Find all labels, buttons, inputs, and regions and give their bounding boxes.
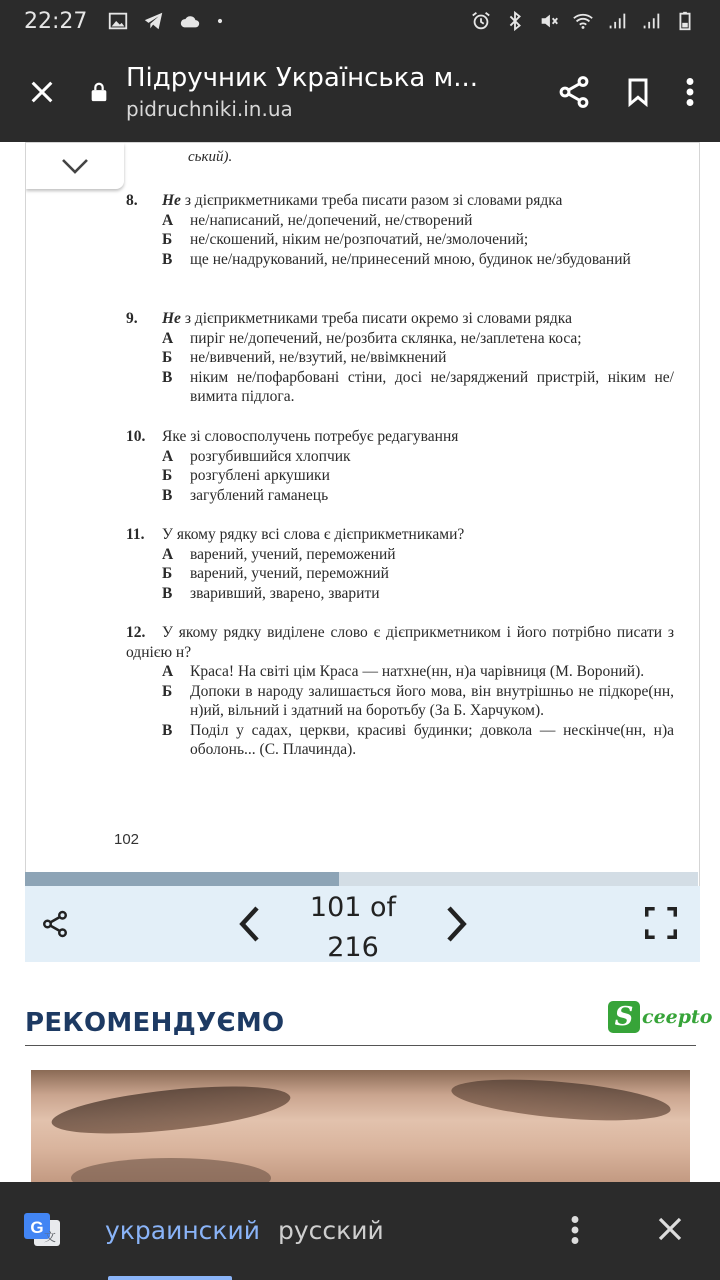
page-text-fragment: ський). — [188, 149, 233, 165]
answer-option: А не/написаний, не/допечений, не/створений — [162, 211, 473, 229]
recommend-heading: РЕКОМЕНДУЄМО — [25, 1008, 285, 1038]
translate-menu-button[interactable] — [568, 1212, 582, 1253]
telegram-icon — [143, 10, 165, 32]
fullscreen-button[interactable] — [642, 904, 680, 947]
question-11: 11. У якому рядку всі слова є дієприкметниками? А варений, учений, переможений Б варений, учений, переможний В зваривший, зварено, зварити — [126, 525, 674, 603]
answer-option: В зваривший, зварено, зварити — [162, 584, 380, 602]
answer-option: В ніким не/пофарбовані стіни, досі не/заряджений пристрій, ніким не/вимита підлога. — [162, 368, 674, 405]
page-url: pidruchniki.in.ua — [126, 97, 293, 121]
address-area[interactable] — [114, 63, 556, 121]
answer-option: Б не/вивчений, не/взутий, не/ввімкнений — [162, 349, 447, 366]
question-9: 9. Не з дієприкметниками треба писати окремо зі словами рядка А пиріг не/допечений, не/розбита склянка, не/заплетена коса; Б не/вивчений, не/взутий, не/ввімкнений В ніким не/пофарбовані стіни, досі не/заряджений пристрій, ніким не/вимита підлога. — [126, 310, 674, 405]
share-icon[interactable] — [556, 74, 592, 110]
question-10: 10. Яке зі словосполучень потребує редагування А розгубившийся хлопчик Б розгублені аркушики В загублений гаманець — [126, 427, 674, 505]
image-icon — [107, 10, 129, 32]
share-icon — [40, 909, 70, 939]
answer-option: В Поділ у садах, церкви, красиві будинки; довкола — нескінче(нн, н)а оболонь... (С. Плачинда). — [162, 721, 674, 758]
answer-option: А розгубившийся хлопчик — [162, 447, 351, 465]
answer-option: А Краса! На світі цім Краса — натхне(нн, н)а чарівниця (М. Вороний). — [162, 663, 645, 680]
next-page-button[interactable] — [443, 904, 471, 949]
cloud-icon — [179, 10, 201, 32]
more-vert-icon — [568, 1212, 582, 1248]
svg-text:文: 文 — [43, 1230, 57, 1244]
dot-icon — [215, 10, 225, 32]
fullscreen-icon — [642, 904, 680, 942]
target-language-tab[interactable]: русский — [278, 1216, 384, 1245]
close-icon — [655, 1214, 685, 1244]
answer-option: А варений, учений, переможений — [162, 545, 396, 563]
answer-option: Б Допоки в народу залишається його мова, він внутрішньо не підкоре(нн, н)ий, вільний і здатний на боротьбу (За Б. Харчуком). — [162, 682, 674, 719]
web-content — [0, 142, 720, 1182]
document-viewer[interactable] — [25, 142, 700, 962]
chevron-left-icon — [235, 904, 263, 944]
page-number: 102 — [114, 831, 140, 848]
close-icon — [28, 78, 56, 106]
alarm-icon — [470, 10, 492, 32]
share-button[interactable] — [33, 909, 77, 939]
sceepto-logo[interactable]: S ceepto — [608, 1000, 712, 1034]
answer-option: Б варений, учений, переможний — [162, 565, 389, 582]
battery-icon — [674, 10, 696, 32]
signal-icon — [640, 10, 662, 32]
close-tab-button[interactable] — [0, 42, 84, 142]
collapse-toggle[interactable] — [26, 143, 124, 189]
page-progress-bar[interactable] — [25, 872, 698, 886]
previous-page-button[interactable] — [235, 904, 263, 949]
clock: 22:27 — [24, 8, 88, 34]
answer-option: А пиріг не/допечений, не/розбита склянка, не/заплетена коса; — [162, 329, 582, 347]
svg-text:G: G — [30, 1218, 44, 1237]
signal-icon — [606, 10, 628, 32]
recommended-article-image[interactable] — [31, 1070, 690, 1182]
answer-option: Б не/скошений, ніким не/розпочатий, не/змолочений; — [162, 231, 529, 248]
google-translate-icon — [22, 1210, 62, 1250]
mute-icon — [538, 10, 560, 32]
browser-toolbar — [0, 42, 720, 142]
status-bar — [0, 0, 720, 42]
page-title: Підручник Українська м... — [126, 63, 479, 93]
question-12: 12. У якому рядку виділене слово є дієприкметником і його потрібно писати з однією н? А Краса! На світі цім Краса — натхне(нн, н)а чарівниця (М. Вороний). Б Допоки в народу залишається його мова, він внутрішньо не підкоре(нн, н)ий, вільний і здатний на боротьбу (За Б. Харчуком). В Поділ у садах, церкви, красиві будинки; довкола — нескінче(нн, н)а оболонь... (С. Плачинда). — [126, 624, 674, 758]
wifi-icon — [572, 10, 594, 32]
translate-close-button[interactable] — [655, 1214, 685, 1249]
bookmark-icon[interactable] — [622, 74, 654, 110]
viewer-nav-bar — [25, 886, 700, 962]
answer-option: Б розгублені аркушики — [162, 467, 330, 484]
translate-bar — [0, 1182, 720, 1280]
question-8: 8. Не з дієприкметниками треба писати разом зі словами рядка А не/написаний, не/допечений, не/створений Б не/скошений, ніким не/розпочатий, не/змолочений; В ще не/надрукований, не/принесений мною, будинок не/збудований — [126, 191, 674, 269]
chevron-down-icon — [60, 157, 90, 175]
divider — [25, 1045, 696, 1046]
page-progress-fill — [25, 872, 339, 886]
page-indicator: 101 of 216 — [309, 892, 397, 963]
source-language-tab[interactable]: украинский — [105, 1216, 261, 1245]
answer-option: В ще не/надрукований, не/принесений мною, будинок не/збудований — [162, 250, 631, 268]
active-tab-indicator — [108, 1276, 232, 1280]
lock-icon — [88, 80, 110, 104]
answer-option: В загублений гаманець — [162, 486, 329, 504]
bluetooth-icon — [504, 10, 526, 32]
more-vert-icon[interactable] — [684, 74, 696, 110]
chevron-right-icon — [443, 904, 471, 944]
